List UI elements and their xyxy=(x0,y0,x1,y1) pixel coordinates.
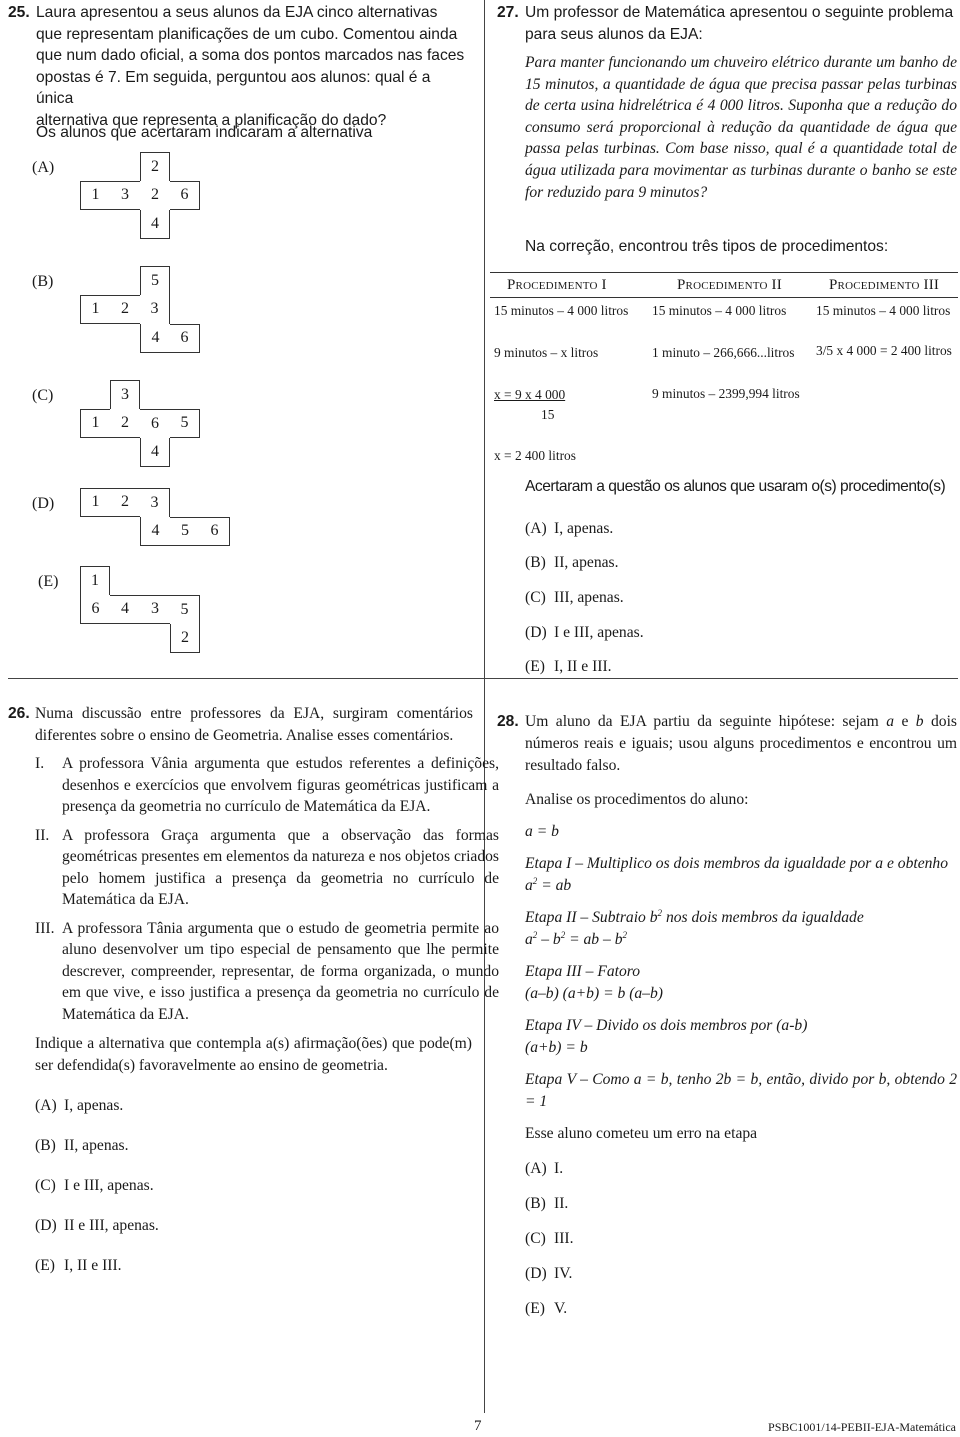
question-number: 27. xyxy=(497,4,519,21)
correction-text: Na correção, encontrou três tipos de procedimentos: xyxy=(525,238,889,255)
step-1-description: Etapa I – Multiplico os dois membros da igualdade por a e obtenho xyxy=(525,855,949,872)
table-cell: 15 minutos – 4 000 litros xyxy=(494,303,629,318)
option-b[interactable]: (B) II. xyxy=(525,1195,569,1212)
option-b[interactable]: (B) II, apenas. xyxy=(525,554,619,572)
option-a[interactable]: (A) I. xyxy=(525,1160,564,1177)
cube-net-options xyxy=(0,0,484,678)
table-header: Procedimento III xyxy=(829,277,940,293)
table-cell: x = 9 x 4 000 xyxy=(494,387,566,402)
step-4-expression: (a+b) = b xyxy=(525,1039,588,1056)
question-28 xyxy=(497,711,959,1326)
step-2-expression: $a^2 - b^2$ = ab – $b^2$ xyxy=(525,929,627,948)
question-text-line: Laura apresentou a seus alunos da EJA cinco alternativas xyxy=(36,4,438,21)
net-a-face: 1 xyxy=(80,181,110,210)
net-b-face: 6 xyxy=(170,324,200,353)
option-e[interactable]: (E) I, II e III. xyxy=(35,1257,122,1274)
net-c-face: 4 xyxy=(140,438,170,467)
table-cell: 3/5 x 4 000 = 2 400 litros xyxy=(816,343,952,358)
table-cell: 9 minutos – 2399,994 litros xyxy=(652,386,800,401)
table-top-rule xyxy=(490,272,958,273)
net-e-face: 3 xyxy=(140,595,170,624)
option-c[interactable]: (C) I e III, apenas. xyxy=(35,1177,154,1194)
table-cell: x = 2 400 litros xyxy=(494,448,576,463)
question-text: Indique a alternativa que contempla a(s) afirmação(ões) que pode(m) ser defendida(s) favoravelmente ao ensino de geometria. xyxy=(35,1035,472,1074)
question-27-options xyxy=(525,476,959,685)
net-a-face: 2 xyxy=(151,186,159,204)
question-27 xyxy=(497,2,959,255)
net-a-face: 4 xyxy=(140,210,170,239)
net-d-face: 3 xyxy=(140,488,170,517)
table-cell: 15 xyxy=(541,407,555,422)
question-text-line: para seus alunos da EJA: xyxy=(525,25,703,43)
question-text-line: que representam planificações de um cubo. Comentou ainda xyxy=(36,25,458,43)
net-c-face: 6 xyxy=(140,409,170,438)
option-label-a[interactable]: (A) xyxy=(32,159,55,176)
net-e-face: 2 xyxy=(170,624,200,653)
net-e-face: 5 xyxy=(170,595,200,624)
question-intro: Numa discussão entre professores da EJA, surgiram comentários diferentes sobre o ensino de Geometria. Analise esses comentários. xyxy=(35,705,473,744)
net-b-face: 2 xyxy=(110,295,140,324)
option-e[interactable]: (E) I, II e III. xyxy=(525,658,612,676)
hypothesis: a = b xyxy=(525,823,559,840)
step-3-description: Etapa III – Fatoro xyxy=(525,963,641,980)
option-label-d[interactable]: (D) xyxy=(32,495,55,512)
net-a-face: 6 xyxy=(170,181,200,210)
net-b-face: 5 xyxy=(140,266,170,295)
option-a[interactable]: (A) I, apenas. xyxy=(35,1097,124,1114)
option-label-b[interactable]: (B) xyxy=(32,273,54,290)
question-text: Acertaram a questão os alunos que usaram o(s) procedimento(s) xyxy=(525,478,946,495)
question-number: 26. xyxy=(8,705,30,722)
table-header-rule xyxy=(490,297,958,298)
net-a-face: 2 xyxy=(140,152,170,181)
page-number: 7 xyxy=(474,1418,482,1434)
statement-iii: III. A professora Tânia argumenta que o estudo de geometria permite ao aluno desenvolver um tipo especial de pensamento que lhe permite descrever, compreender, representar, de forma organizada, o mundo em que vive, e isso justifica a presença da geometria no currículo de Matemática da EJA. xyxy=(35,919,499,1023)
step-2-description: Etapa II – Subtraio $b^2$ nos dois membros da igualdade xyxy=(525,907,864,926)
option-d[interactable]: (D) I e III, apenas. xyxy=(525,623,644,641)
net-e-face: 6 xyxy=(80,595,110,624)
net-b-face: 3 xyxy=(140,295,170,324)
option-c[interactable]: (C) III, apenas. xyxy=(525,589,624,607)
net-d-face: 4 xyxy=(140,517,170,546)
step-3-expression: (a–b) (a+b) = b (a–b) xyxy=(525,985,663,1002)
question-26 xyxy=(8,703,499,1286)
net-c-face: 1 xyxy=(80,409,110,438)
question-text-line: que num dado oficial, a soma dos pontos marcados nas faces xyxy=(36,47,465,65)
option-d[interactable]: (D) II e III, apenas. xyxy=(35,1217,159,1234)
net-b-face: 1 xyxy=(80,295,110,324)
option-label-e[interactable]: (E) xyxy=(38,573,59,590)
analyze-text: Analise os procedimentos do aluno: xyxy=(525,791,749,808)
net-d-face: 6 xyxy=(200,517,230,546)
column-divider xyxy=(484,0,485,1413)
net-d-face: 2 xyxy=(110,488,140,517)
table-cell: 9 minutos – x litros xyxy=(494,345,599,360)
question-number: 25. xyxy=(8,4,30,21)
question-text-line: opostas é 7. Em seguida, perguntou aos alunos: qual é a única xyxy=(36,68,431,108)
net-c-face: 2 xyxy=(110,409,140,438)
net-c-face: 3 xyxy=(110,380,140,409)
net-e-face: 1 xyxy=(80,566,110,595)
question-number: 28. xyxy=(497,713,519,730)
procedures-table xyxy=(490,272,958,472)
option-label-c[interactable]: (C) xyxy=(32,387,54,404)
net-c-face: 5 xyxy=(170,409,200,438)
question-intro: Um aluno da EJA partiu da seguinte hipótese: sejam a e b dois números reais e iguais; usou alguns procedimentos e encontrou um resultado falso. xyxy=(525,713,958,774)
option-e[interactable]: (E) V. xyxy=(525,1300,568,1317)
option-a[interactable]: (A) I, apenas. xyxy=(525,519,614,537)
option-b[interactable]: (B) II, apenas. xyxy=(35,1137,129,1154)
question-text-line: Um professor de Matemática apresentou o seguinte problema xyxy=(525,4,954,21)
problem-statement: Para manter funcionando um chuveiro elétrico durante um banho de 15 minutos, a quantidade de água que precisa passar pelas turbinas de certa usina hidrelétrica é 4 000 litros. Suponha que a redução do consumo será proporcional à redução da quantidade de água que passa pelas turbinas. Com base nisso, qual é a quantidade total de água utilizada para movimentar as turbinas durante o banho se este for reduzido para 9 minutos? xyxy=(525,54,957,201)
question-text: Esse aluno cometeu um erro na etapa xyxy=(525,1125,758,1142)
table-header: Procedimento II xyxy=(677,277,782,293)
net-a-face: 3 xyxy=(110,181,140,210)
table-cell: 1 minuto – 266,666...litros xyxy=(652,345,795,360)
question-prompt: Os alunos que acertaram indicaram a alternativa xyxy=(36,124,373,141)
table-header: Procedimento I xyxy=(507,277,607,293)
table-cell: 15 minutos – 4 000 litros xyxy=(652,303,787,318)
step-4-description: Etapa IV – Divido os dois membros por (a-b) xyxy=(525,1017,808,1034)
net-d-face: 1 xyxy=(80,488,110,517)
document-code: PSBC1001/14-PEBII-EJA-Matemática xyxy=(768,1420,956,1434)
table-cell: 15 minutos – 4 000 litros xyxy=(816,303,951,318)
net-b-face: 4 xyxy=(140,324,170,353)
statement-ii: II. A professora Graça argumenta que a observação das formas geométricas presentes em elementos da natureza e nos objetos criados pelo homem justifica a presença da geometria no currículo de Matemática da EJA. xyxy=(35,826,499,908)
step-5-description: Etapa V – Como a = b, tenho 2b = b, então, divido por b, obtendo 2 = 1 xyxy=(525,1071,957,1110)
question-text-line: alternativa que representa a planificação do dado? xyxy=(36,111,387,129)
net-d-face: 5 xyxy=(170,517,200,546)
step-1-expression: $a^2$ = ab xyxy=(525,875,572,894)
option-d[interactable]: (D) IV. xyxy=(525,1265,573,1282)
net-e-face: 4 xyxy=(110,595,140,624)
option-c[interactable]: (C) III. xyxy=(525,1230,574,1247)
statement-i: I. A professora Vânia argumenta que estudos referentes a definições, desenhos e exercícios que envolvem figuras geométricas justificam a presença da geometria no currículo de Matemática da EJA. xyxy=(35,755,499,815)
